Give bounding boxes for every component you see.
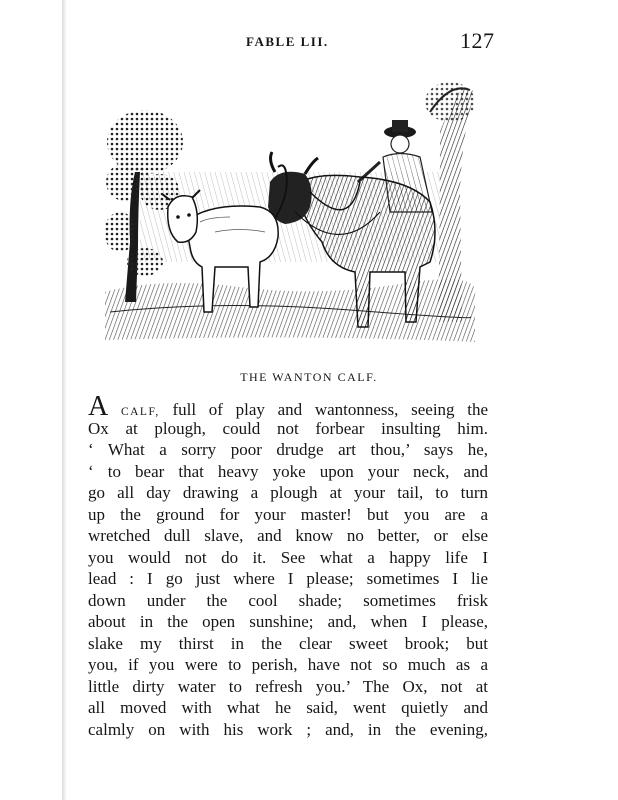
text-line: little dirty water to refresh you.’ The Ox, not at bbox=[88, 676, 488, 696]
first-word: CALF, bbox=[120, 406, 160, 418]
text-line: ‘ What a sorry poor drudge art thou,’ says he, bbox=[88, 440, 488, 459]
fable-text bbox=[88, 391, 489, 740]
text-line: go all day drawing a plough at your tail, to turn bbox=[88, 483, 488, 502]
fable-number: FABLE LII. bbox=[246, 34, 329, 49]
text-line: slake my thirst in the clear sweet brook; but bbox=[88, 633, 488, 653]
text-line: you would not do it. See what a happy life I bbox=[88, 547, 488, 567]
woodcut-calf-and-ox-icon bbox=[100, 72, 480, 352]
text-line: Ox at plough, could not forbear insulting him. bbox=[88, 418, 488, 438]
drop-cap: A bbox=[88, 391, 109, 422]
page-gutter-shadow bbox=[62, 0, 67, 800]
text-line: you, if you were to perish, have not so much as a bbox=[88, 655, 488, 674]
text-line: wretched dull slave, and know no better, or else bbox=[88, 526, 488, 545]
woodcut-illustration bbox=[100, 72, 480, 352]
text-line: up the ground for your master! but you are a bbox=[88, 504, 488, 524]
running-head bbox=[0, 0, 618, 60]
illustration-caption: THE WANTON CALF. bbox=[240, 370, 378, 384]
text-line: about in the open sunshine; and, when I please, bbox=[88, 612, 488, 631]
text-line-1 bbox=[88, 391, 489, 422]
first-line-rest: full of play and wantonness, seeing the bbox=[159, 400, 489, 419]
page-number: 127 bbox=[460, 28, 495, 53]
text-line: all moved with what he said, went quietly and bbox=[88, 698, 488, 717]
text-line: lead : I go just where I please; sometimes I lie bbox=[88, 569, 488, 588]
text-line: ‘ to bear that heavy yoke upon your neck, and bbox=[88, 461, 488, 481]
text-line: calmly on with his work ; and, in the evening, bbox=[88, 719, 488, 739]
text-line: down under the cool shade; sometimes frisk bbox=[88, 590, 488, 610]
